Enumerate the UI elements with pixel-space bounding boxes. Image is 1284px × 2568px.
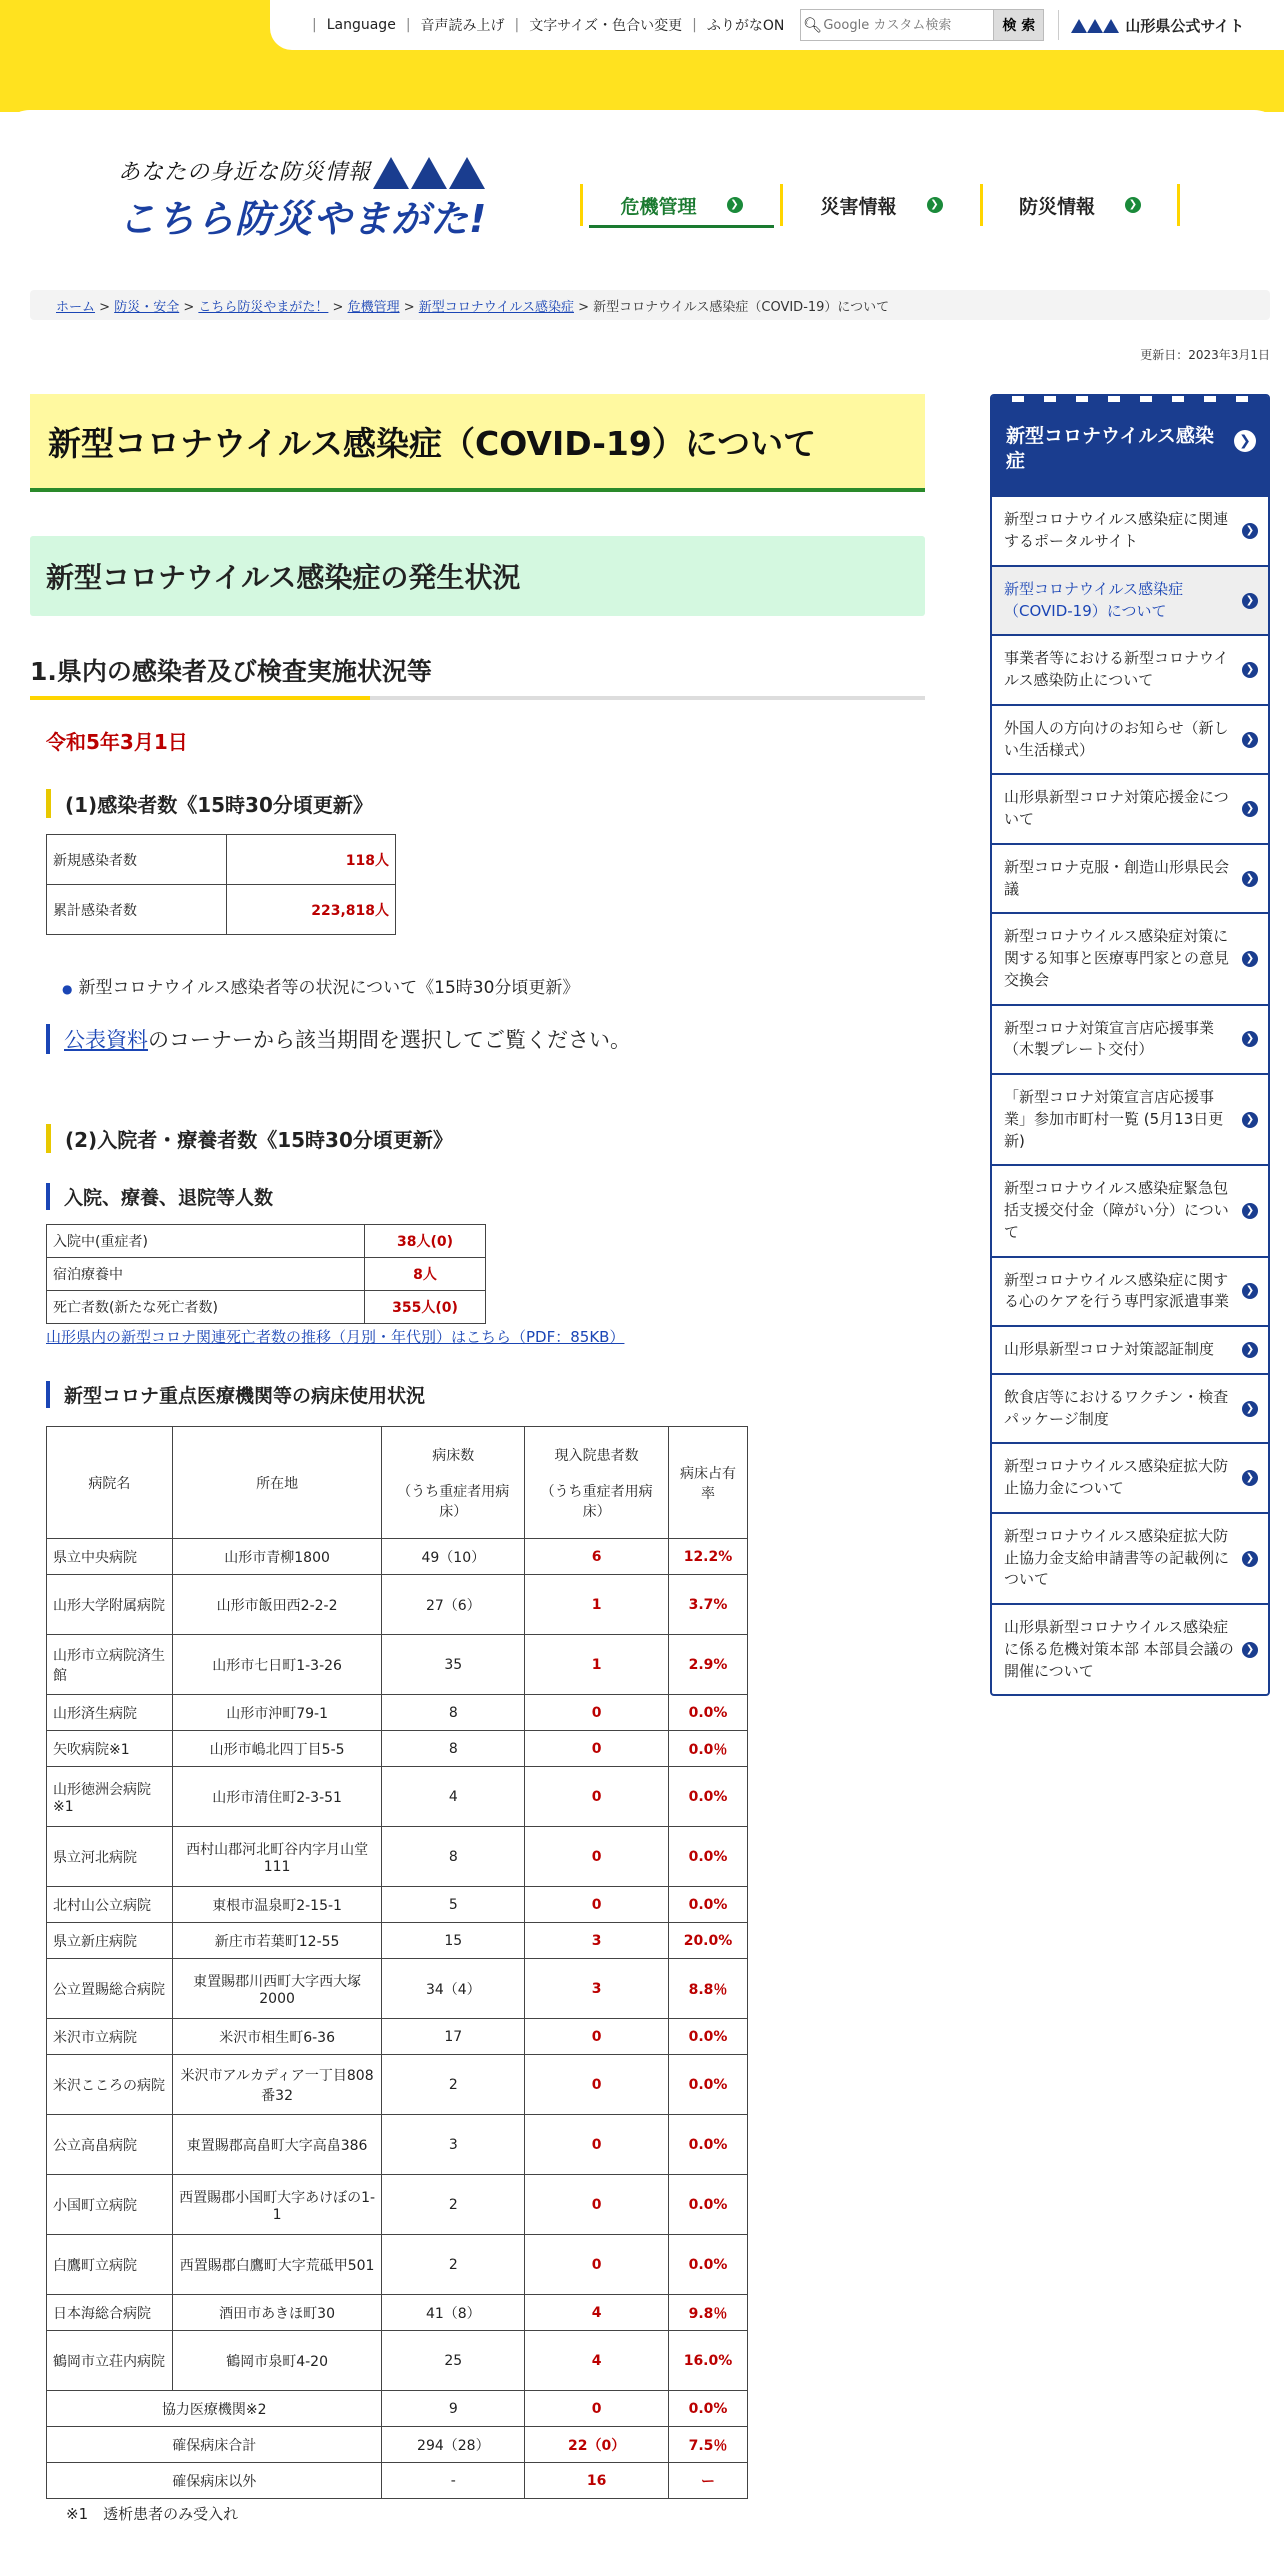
sidebar	[990, 394, 1270, 1696]
table-cell: 米沢市立病院	[47, 2019, 173, 2055]
table-cell: 22（0）	[525, 2427, 669, 2463]
table-cell: 4	[525, 2331, 669, 2391]
table-cell: 2	[382, 2235, 525, 2295]
sidebar-item-label: 新型コロナウイルス感染症緊急包括支援交付金（障がい分）について	[1004, 1179, 1229, 1241]
table-row	[47, 1959, 748, 2019]
table-row	[47, 2391, 748, 2427]
table-cell: 公立高畠病院	[47, 2115, 173, 2175]
furigana-link[interactable]: ふりがなON	[706, 18, 785, 34]
public-doc-link[interactable]: 公表資料	[64, 1028, 148, 1052]
pref-logo-icon	[1071, 17, 1119, 33]
table-cell: 3.7%	[668, 1575, 747, 1635]
table-cell: 3	[525, 1959, 669, 2019]
nav-disaster[interactable]: 災害情報 ❯	[780, 184, 980, 226]
search-input[interactable]	[823, 10, 993, 40]
sidebar-item[interactable]	[992, 1073, 1268, 1164]
subsection-title: 1.県内の感染者及び検査実施状況等	[30, 652, 925, 696]
font-size-link[interactable]: 文字サイズ・色合い変更	[529, 18, 683, 34]
chevron-right-icon: ❯	[1242, 523, 1258, 539]
table-cell: 0	[525, 2235, 669, 2295]
table-cell: 35	[382, 1635, 525, 1695]
table-cell: 東置賜郡川西町大字西大塚2000	[172, 1959, 382, 2019]
table-row	[47, 1827, 748, 1887]
main-content	[30, 394, 925, 2524]
sidebar-item-label: 新型コロナウイルス感染症拡大防止協力金支給申請書等の記載例について	[1004, 1526, 1230, 1589]
table-cell: 0.0%	[668, 2055, 747, 2115]
infected-heading: (1)感染者数《15時30分頃更新》	[46, 789, 925, 818]
table-cell: 西置賜郡小国町大字あけぼの1-1	[172, 2175, 382, 2235]
table-cell: 新規感染者数	[47, 835, 227, 885]
table-cell: 3	[525, 1923, 669, 1959]
sidebar-item[interactable]	[992, 1373, 1268, 1443]
beds-heading: 新型コロナ重点医療機関等の病床使用状況	[46, 1381, 925, 1408]
table-cell: 米沢市アルカディア一丁目808番32	[172, 2055, 382, 2115]
table-cell: 0	[525, 1827, 669, 1887]
sidebar-item[interactable]	[992, 1256, 1268, 1326]
sidebar-item[interactable]	[992, 843, 1268, 913]
sidebar-item-label: 新型コロナウイルス感染症に関する心のケアを行う専門家派遣事業	[1004, 1270, 1230, 1311]
table-cell: 新庄市若葉町12-55	[172, 1923, 382, 1959]
chevron-right-icon: ❯	[1242, 1642, 1258, 1658]
breadcrumb-covid[interactable]: 新型コロナウイルス感染症	[418, 300, 574, 315]
table-row	[47, 1767, 748, 1827]
table-cell: 7.5％	[668, 2427, 747, 2463]
table-cell: 小国町立病院	[47, 2175, 173, 2235]
table-cell: 鶴岡市立荘内病院	[47, 2331, 173, 2391]
table-cell: 16.0%	[668, 2331, 747, 2391]
table-cell: 日本海総合病院	[47, 2295, 173, 2331]
table-header: 病院名	[47, 1427, 173, 1539]
table-row	[47, 1575, 748, 1635]
sidebar-item-label: 外国人の方向けのお知らせ（新しい生活様式）	[1004, 718, 1229, 759]
table-cell: 8人	[365, 1258, 486, 1291]
table-cell: 北村山公立病院	[47, 1887, 173, 1923]
chevron-right-icon: ❯	[1242, 1551, 1258, 1567]
chevron-right-icon: ❯	[1242, 1283, 1258, 1299]
table-cell: 41（8）	[382, 2295, 525, 2331]
table-cell: 米沢市相生町6-36	[172, 2019, 382, 2055]
table-cell: 山形市嶋北四丁目5-5	[172, 1731, 382, 1767]
table-cell: 9	[382, 2391, 525, 2427]
chevron-right-icon: ❯	[727, 197, 743, 213]
breadcrumb-current: 新型コロナウイルス感染症（COVID-19）について	[593, 300, 890, 315]
sidebar-item[interactable]	[992, 1164, 1268, 1255]
table-cell: 27（6）	[382, 1575, 525, 1635]
table-cell: 県立中央病院	[47, 1539, 173, 1575]
site-logo[interactable]	[118, 155, 528, 245]
table-cell: 3	[382, 2115, 525, 2175]
table-cell: 東置賜郡高畠町大字高畠386	[172, 2115, 382, 2175]
table-cell: 0.0%	[668, 1695, 747, 1731]
language-link[interactable]: Language	[326, 17, 396, 33]
sidebar-item[interactable]	[992, 1512, 1268, 1603]
search-button[interactable]: 検 索	[993, 10, 1043, 40]
table-cell: 4	[525, 2295, 669, 2331]
chevron-right-icon: ❯	[1242, 593, 1258, 609]
table-cell: 確保病床合計	[47, 2427, 382, 2463]
table-cell: 0.0%	[668, 2175, 747, 2235]
hospital-subheading: 入院、療養、退院等人数	[46, 1183, 925, 1210]
table-cell: 0.0％	[668, 1731, 747, 1767]
breadcrumb-safety[interactable]: 防災・安全	[114, 300, 180, 315]
table-cell: 6	[525, 1539, 669, 1575]
table-cell: 49（10）	[382, 1539, 525, 1575]
sidebar-item[interactable]	[992, 1442, 1268, 1512]
sidebar-item[interactable]	[992, 495, 1268, 565]
sidebar-item-label: 飲食店等におけるワクチン・検査パッケージ制度	[1004, 1387, 1229, 1428]
table-cell: 0	[525, 2391, 669, 2427]
search-box	[800, 9, 1044, 41]
beds-note: ※1 透析患者のみ受入れ	[66, 2505, 239, 2523]
table-cell: 4	[382, 1767, 525, 1827]
table-cell: 米沢こころの病院	[47, 2055, 173, 2115]
table-row	[47, 2463, 748, 2499]
table-cell: 5	[382, 1887, 525, 1923]
table-cell: 山形市青柳1800	[172, 1539, 382, 1575]
breadcrumb-bousai[interactable]: こちら防災やまがた！	[198, 300, 329, 315]
table-cell: 酒田市あきほ町30	[172, 2295, 382, 2331]
logo-tagline: あなたの身近な防災情報	[118, 160, 372, 185]
nav-prevention[interactable]: 防災情報 ❯	[980, 184, 1180, 226]
sidebar-item-label: 山形県新型コロナ対策認証制度	[1004, 1340, 1215, 1359]
search-icon: 🔍︎	[802, 16, 822, 34]
table-cell: 0	[525, 1767, 669, 1827]
table-header: 所在地	[172, 1427, 382, 1539]
table-cell: 県立新庄病院	[47, 1923, 173, 1959]
table-cell: 8	[382, 1695, 525, 1731]
sidebar-item-label: 新型コロナウイルス感染症（COVID-19）について	[1004, 579, 1184, 620]
table-cell: 山形大学附属病院	[47, 1575, 173, 1635]
table-header: 現入院患者数 （うち重症者用病床）	[525, 1427, 669, 1539]
table-cell: 協力医療機関※2	[47, 2391, 382, 2427]
section-title: 新型コロナウイルス感染症の発生状況	[30, 536, 925, 616]
table-cell: 0	[525, 1887, 669, 1923]
sidebar-item[interactable]	[992, 704, 1268, 774]
table-cell: 2	[382, 2175, 525, 2235]
sidebar-item-label: 山形県新型コロナ対策応援金について	[1004, 788, 1229, 829]
sidebar-item[interactable]	[992, 1325, 1268, 1373]
table-row	[47, 2115, 748, 2175]
sidebar-item-label: 新型コロナウイルス感染症対策に関する知事と医療専門家との意見交換会	[1004, 927, 1230, 989]
table-cell: 16	[525, 2463, 669, 2499]
table-cell: 西置賜郡白鷹町大字荒砥甲501	[172, 2235, 382, 2295]
table-cell: 9.8％	[668, 2295, 747, 2331]
table-cell: 2.9%	[668, 1635, 747, 1695]
table-cell: 20.0%	[668, 1923, 747, 1959]
table-cell: 0	[525, 2175, 669, 2235]
chevron-right-icon: ❯	[1242, 1031, 1258, 1047]
sidebar-item[interactable]	[992, 773, 1268, 843]
table-row	[47, 2175, 748, 2235]
table-cell: 0	[525, 1731, 669, 1767]
table-cell: 累計感染者数	[47, 885, 227, 935]
table-cell: 8	[382, 1827, 525, 1887]
table-cell: 0.0%	[668, 2235, 747, 2295]
table-cell: 34（4）	[382, 1959, 525, 2019]
table-cell: 355人(0)	[365, 1291, 486, 1324]
table-cell: 223,818人	[227, 885, 396, 935]
table-cell: 死亡者数(新たな死亡者数)	[47, 1291, 365, 1324]
table-cell: 確保病床以外	[47, 2463, 382, 2499]
table-cell: 山形市立病院済生館	[47, 1635, 173, 1695]
table-row	[47, 1695, 748, 1731]
table-cell: 0.0%	[668, 2115, 747, 2175]
chevron-right-icon: ❯	[1234, 430, 1256, 452]
table-cell: 2	[382, 2055, 525, 2115]
table-cell: 山形市沖町79-1	[172, 1695, 382, 1731]
table-row	[47, 2295, 748, 2331]
logo-mountains-icon	[373, 155, 493, 189]
table-row	[47, 2331, 748, 2391]
table-cell: 25	[382, 2331, 525, 2391]
pref-site-link[interactable]	[1058, 10, 1244, 40]
sidebar-title[interactable]: 新型コロナウイルス感染症 ❯	[992, 396, 1268, 495]
table-row	[47, 2055, 748, 2115]
table-cell: -	[382, 2463, 525, 2499]
chevron-right-icon: ❯	[1242, 662, 1258, 678]
report-date: 令和5年3月1日	[46, 730, 188, 754]
sidebar-item[interactable]	[992, 565, 1268, 635]
table-row	[47, 1635, 748, 1695]
table-cell: ー	[668, 2463, 747, 2499]
sidebar-item-label: 新型コロナウイルス感染症拡大防止協力金について	[1004, 1457, 1229, 1498]
table-cell: 東根市温泉町2-15-1	[172, 1887, 382, 1923]
chevron-right-icon: ❯	[927, 197, 943, 213]
table-cell: 0	[525, 2115, 669, 2175]
table-cell: 山形市飯田西2-2-2	[172, 1575, 382, 1635]
table-cell: 宿泊療養中	[47, 1258, 365, 1291]
table-cell: 0.0%	[668, 1827, 747, 1887]
table-cell: 鶴岡市泉町4-20	[172, 2331, 382, 2391]
table-cell: 38人(0)	[365, 1225, 486, 1258]
table-cell: 西村山郡河北町谷内字月山堂111	[172, 1827, 382, 1887]
chevron-right-icon: ❯	[1125, 197, 1141, 213]
table-cell: 矢吹病院※1	[47, 1731, 173, 1767]
table-cell: 0	[525, 2055, 669, 2115]
chevron-right-icon: ❯	[1242, 871, 1258, 887]
table-row	[47, 2019, 748, 2055]
table-row	[47, 1731, 748, 1767]
table-cell: 山形市清住町2-3-51	[172, 1767, 382, 1827]
infected-table	[46, 834, 396, 935]
sidebar-item[interactable]	[992, 912, 1268, 1003]
sidebar-item[interactable]	[992, 1603, 1268, 1694]
table-row	[47, 1887, 748, 1923]
table-cell: 山形徳洲会病院※1	[47, 1767, 173, 1827]
chevron-right-icon: ❯	[1242, 1470, 1258, 1486]
chevron-right-icon: ❯	[1242, 1203, 1258, 1219]
table-cell: 0.0%	[668, 1767, 747, 1827]
sidebar-item-label: 新型コロナ克服・創造山形県民会議	[1004, 857, 1230, 898]
utility-bar: | Language | 音声読み上げ | 文字サイズ・色合い変更 | ふりがなON 🔍︎ Google カスタム検索 検 索 山形県公式サイト	[270, 0, 1284, 50]
breadcrumb-crisis[interactable]: 危機管理	[347, 300, 400, 315]
table-cell: 17	[382, 2019, 525, 2055]
updated-date: 更新日：2023年3月1日	[1140, 348, 1270, 362]
nav-crisis[interactable]: 危機管理 ❯	[580, 184, 780, 226]
list-item: ● 新型コロナウイルス感染者等の状況について《15時30分頃更新》	[62, 978, 580, 998]
table-row	[47, 2235, 748, 2295]
table-cell: 0	[525, 1695, 669, 1731]
chevron-right-icon: ❯	[1242, 1342, 1258, 1358]
chevron-right-icon: ❯	[1242, 1112, 1258, 1128]
chevron-right-icon: ❯	[1242, 801, 1258, 817]
table-cell: 1	[525, 1635, 669, 1695]
table-cell: 公立置賜総合病院	[47, 1959, 173, 2019]
table-header: 病床占有率	[668, 1427, 747, 1539]
table-cell: 0.0%	[668, 1887, 747, 1923]
main-nav	[580, 184, 1180, 226]
sidebar-item[interactable]	[992, 634, 1268, 704]
sidebar-item-label: 新型コロナウイルス感染症に関連するポータルサイト	[1004, 510, 1229, 551]
table-cell: 12.2%	[668, 1539, 747, 1575]
table-cell: 118人	[227, 835, 396, 885]
sidebar-item-label: 新型コロナ対策宣言店応援事業（木製プレート交付）	[1004, 1018, 1215, 1059]
death-trend-link[interactable]: 山形県内の新型コロナ関連死亡者数の推移（月別・年代別）はこちら（PDF：85KB）	[46, 1328, 625, 1346]
table-cell: 山形市七日町1-3-26	[172, 1635, 382, 1695]
chevron-right-icon: ❯	[1242, 732, 1258, 748]
table-cell: 県立河北病院	[47, 1827, 173, 1887]
speech-link[interactable]: 音声読み上げ	[420, 18, 505, 34]
table-cell: 0.0%	[668, 2019, 747, 2055]
pref-site-label: 山形県公式サイト	[1125, 16, 1245, 35]
table-cell: 入院中(重症者)	[47, 1225, 365, 1258]
sidebar-item-label: 「新型コロナ対策宣言店応援事業」参加市町村一覧 (5月13日更新)	[1004, 1088, 1224, 1150]
table-cell: 294（28）	[382, 2427, 525, 2463]
table-cell: 山形済生病院	[47, 1695, 173, 1731]
logo-name: こちら防災やまがた!	[118, 197, 488, 241]
table-cell: 8	[382, 1731, 525, 1767]
notice-text: のコーナーから該当期間を選択してご覧ください。	[148, 1028, 631, 1052]
hospital-heading: (2)入院者・療養者数《15時30分頃更新》	[46, 1124, 925, 1153]
hospital-table	[46, 1224, 486, 1324]
table-cell: 8.8％	[668, 1959, 747, 2019]
table-cell: 1	[525, 1575, 669, 1635]
chevron-right-icon: ❯	[1242, 951, 1258, 967]
table-cell: 0	[525, 2019, 669, 2055]
table-row	[47, 1539, 748, 1575]
table-header: 病床数 （うち重症者用病床）	[382, 1427, 525, 1539]
chevron-right-icon: ❯	[1242, 1401, 1258, 1417]
sidebar-item-label: 事業者等における新型コロナウイルス感染防止について	[1004, 649, 1229, 690]
table-cell: 15	[382, 1923, 525, 1959]
page-title: 新型コロナウイルス感染症（COVID-19）について	[30, 394, 925, 492]
table-cell: 白鷹町立病院	[47, 2235, 173, 2295]
notice	[46, 1024, 925, 1054]
breadcrumb: ホーム > 防災・安全 > こちら防災やまがた！ > 危機管理 > 新型コロナウイルス感染症 > 新型コロナウイルス感染症（COVID-19）について	[30, 290, 1270, 320]
table-cell: 0.0%	[668, 2391, 747, 2427]
breadcrumb-home[interactable]: ホーム	[56, 300, 96, 315]
bullet-text: 新型コロナウイルス感染者等の状況について《15時30分頃更新》	[78, 978, 580, 998]
table-row	[47, 2427, 748, 2463]
beds-table	[46, 1426, 748, 2499]
sidebar-item-label: 山形県新型コロナウイルス感染症に係る危機対策本部 本部員会議の開催について	[1004, 1618, 1234, 1680]
table-row	[47, 1923, 748, 1959]
sidebar-item[interactable]	[992, 1004, 1268, 1074]
